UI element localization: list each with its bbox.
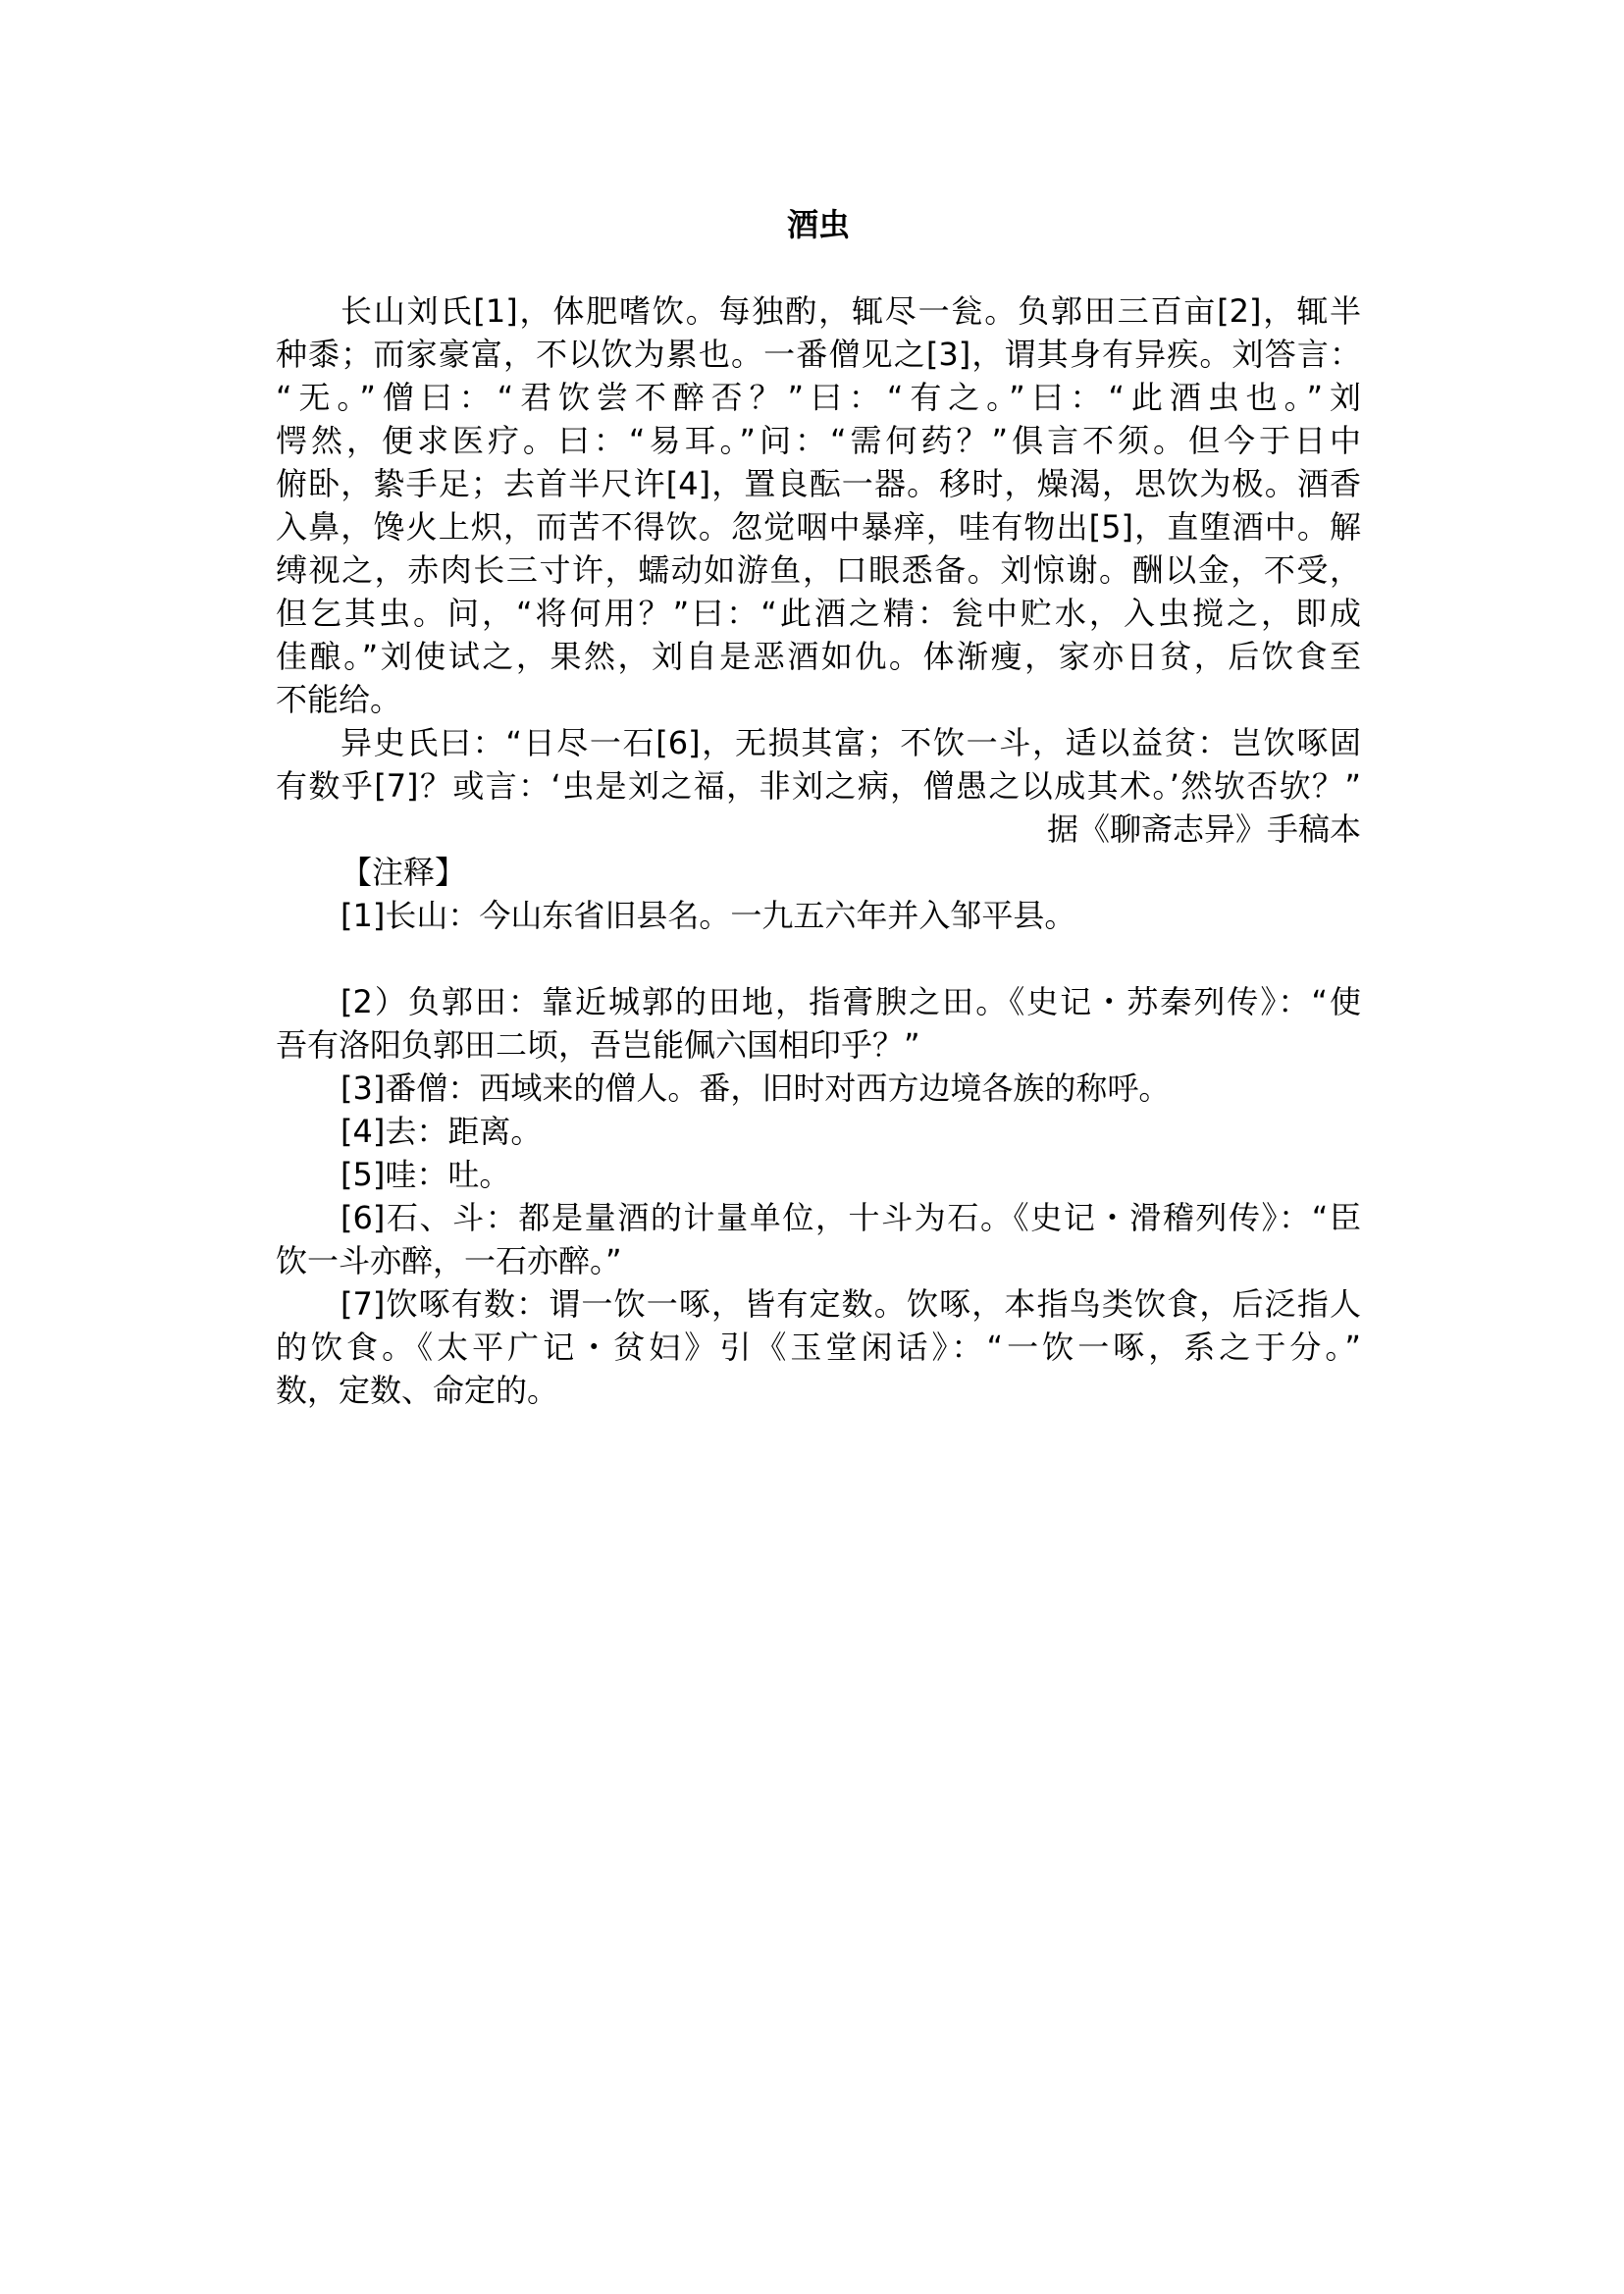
source-credit: 据《聊斋志异》手稿本 <box>1046 810 1361 848</box>
commentary-line: 有数乎[7]？或言：‘虫是刘之福，非刘之病，僧愚之以成其术。’然欤否欤？” <box>276 767 1361 805</box>
note-line: 数，定数、命定的。 <box>276 1372 559 1409</box>
note-line: [2）负郭田：靠近城郭的田地，指膏腴之田。《史记・苏秦列传》：“使 <box>341 983 1361 1020</box>
story-line: “无。”僧曰：“君饮尝不醉否？”曰：“有之。”曰：“此酒虫也。”刘 <box>276 379 1361 416</box>
page-title: 酒虫 <box>786 206 850 243</box>
story-line: 种黍；而家豪富，不以饮为累也。一番僧见之[3]，谓其身有异疾。刘答言： <box>276 336 1361 373</box>
story-line: 但乞其虫。问，“将何用？”曰：“此酒之精：瓮中贮水，入虫搅之，即成 <box>276 595 1361 632</box>
commentary-line: 异史氏曰：“日尽一石[6]，无损其富；不饮一斗，适以益贫：岂饮啄固 <box>341 724 1361 761</box>
note-line: [1]长山：今山东省旧县名。一九五六年并入邹平县。 <box>341 897 1076 934</box>
note-line: [7]饮啄有数：谓一饮一啄，皆有定数。饮啄，本指鸟类饮食，后泛指人 <box>341 1285 1361 1323</box>
note-line: [4]去：距离。 <box>341 1113 543 1150</box>
note-item <box>276 1110 1361 1153</box>
note-line: 的饮食。《太平广记・贫妇》引《玉堂闲话》：“一饮一啄，系之于分。” <box>276 1329 1361 1366</box>
note-item <box>276 1196 1361 1282</box>
spacer <box>276 246 1361 289</box>
document-page <box>276 203 1361 1412</box>
note-line: [6]石、斗：都是量酒的计量单位，十斗为石。《史记・滑稽列传》：“臣 <box>341 1199 1361 1236</box>
story-line: 佳酿。”刘使试之，果然，刘自是恶酒如仇。体渐瘦，家亦日贫，后饮食至 <box>276 638 1361 675</box>
note-item <box>276 894 1361 937</box>
spacer <box>276 937 1361 980</box>
story-line: 入鼻，馋火上炽，而苦不得饮。忽觉咽中暴痒，哇有物出[5]，直堕酒中。解 <box>276 508 1361 546</box>
note-line: [5]哇：吐。 <box>341 1156 511 1193</box>
note-item <box>276 980 1361 1067</box>
note-line: 饮一斗亦醉，一石亦醉。” <box>276 1242 622 1279</box>
notes-section <box>276 894 1361 1412</box>
story-line: 不能给。 <box>276 681 402 718</box>
note-item <box>276 1153 1361 1196</box>
story-line: 愕然，便求医疗。曰：“易耳。”问：“需何药？”俱言不须。但今于日中 <box>276 422 1361 459</box>
note-line: 吾有洛阳负郭田二顷，吾岂能佩六国相印乎？” <box>276 1026 920 1064</box>
story-line: 俯卧，絷手足；去首半尺许[4]，置良酝一器。移时，燥渴，思饮为极。酒香 <box>276 465 1361 502</box>
note-line: [3]番僧：西域来的僧人。番，旧时对西方边境各族的称呼。 <box>341 1069 1171 1107</box>
commentary-paragraph <box>276 721 1361 808</box>
note-item <box>276 1282 1361 1412</box>
note-item <box>276 1067 1361 1110</box>
story-paragraph <box>276 289 1361 721</box>
notes-heading: 【注释】 <box>341 854 467 891</box>
story-line: 缚视之，赤肉长三寸许，蠕动如游鱼，口眼悉备。刘惊谢。酬以金，不受， <box>276 551 1361 589</box>
story-line: 长山刘氏[1]，体肥嗜饮。每独酌，辄尽一瓮。负郭田三百亩[2]，辄半 <box>341 292 1361 330</box>
